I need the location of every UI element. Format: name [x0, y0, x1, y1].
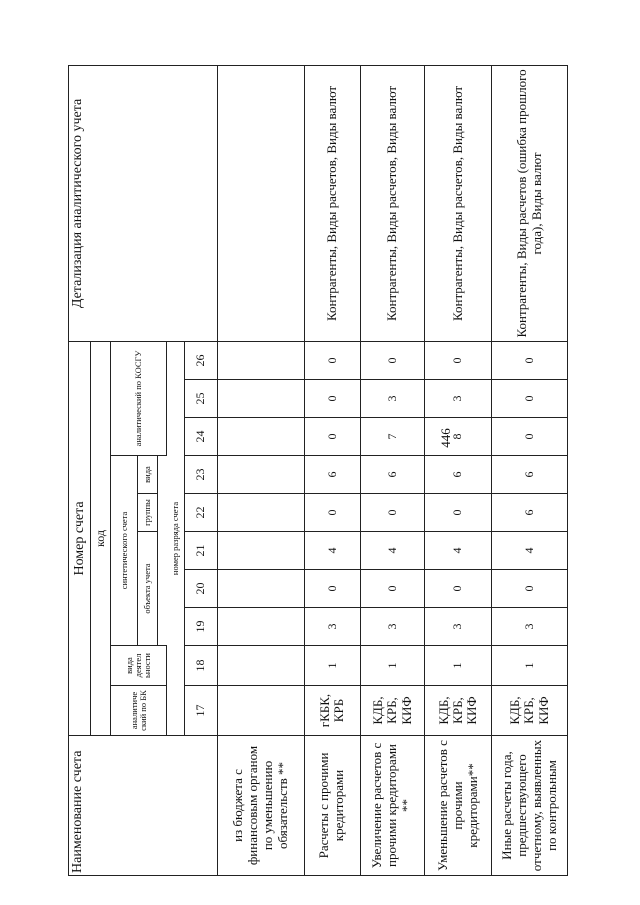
row-d19: 3: [305, 608, 361, 646]
row-d25: 0: [305, 380, 361, 418]
row-d20: 0: [425, 570, 492, 608]
digit-17: 17: [184, 686, 217, 736]
row-detail: Контрагенты, Виды расчетов, Виды валют: [360, 65, 425, 341]
row-d19: 3: [425, 608, 492, 646]
digit-18: 18: [184, 646, 217, 686]
row-d23: [218, 456, 305, 494]
row-name: Увеличение расчетов с прочими кредиторами **: [360, 736, 425, 876]
analytical-bk-header: аналитиче ский по БК: [111, 686, 167, 736]
row-name: Расчеты с прочими кредиторами: [305, 736, 361, 876]
digit-21: 21: [184, 532, 217, 570]
row-name: Уменьшение расчетов с прочими кредиторами**: [425, 736, 492, 876]
table-row: [425, 65, 492, 875]
activity-type-header: вида деятел ьности: [111, 646, 167, 686]
row-d26: 0: [425, 341, 492, 379]
row-d24: 0: [492, 418, 568, 456]
row-d18: [218, 646, 305, 686]
synthetic-header: синтетического счета: [111, 456, 138, 646]
detail-column-header: Детализация аналитического учета: [69, 65, 218, 341]
number-column-header: Номер счета: [69, 341, 91, 735]
row-d25: [218, 380, 305, 418]
row-d21: [218, 532, 305, 570]
row-kbk: КДБ, КРБ, КИФ: [425, 686, 492, 736]
code-header: код: [91, 341, 111, 735]
digit-24: 24: [184, 418, 217, 456]
account-table: [68, 65, 568, 876]
digit-number-header: номер разряда счета: [166, 341, 184, 735]
row-d21: 4: [305, 532, 361, 570]
row-d19: [218, 608, 305, 646]
row-d25: 0: [492, 380, 568, 418]
row-detail: Контрагенты, Виды расчетов (ошибка прошлого года), Виды валют: [492, 65, 568, 341]
row-d20: 0: [305, 570, 361, 608]
row-d23: 6: [492, 456, 568, 494]
row-d22: 0: [360, 494, 425, 532]
row-name: из бюджета с финансовым органом по уменьшению обязательств **: [218, 736, 305, 876]
row-detail: Контрагенты, Виды расчетов, Виды валют: [425, 65, 492, 341]
row-d20: 0: [492, 570, 568, 608]
row-kbk: [218, 686, 305, 736]
row-d26: [218, 341, 305, 379]
row-d22: [218, 494, 305, 532]
row-d18: 1: [360, 646, 425, 686]
row-d26: 0: [305, 341, 361, 379]
row-d24: 8: [425, 418, 492, 456]
kosgu-header: аналитический по КОСГУ: [111, 341, 167, 455]
row-d25: 3: [425, 380, 492, 418]
row-detail: Контрагенты, Виды расчетов, Виды валют: [305, 65, 361, 341]
digit-19: 19: [184, 608, 217, 646]
table-row: [305, 65, 361, 875]
row-d20: [218, 570, 305, 608]
row-d24: 7: [360, 418, 425, 456]
digit-22: 22: [184, 494, 217, 532]
digit-23: 23: [184, 456, 217, 494]
row-d23: 6: [360, 456, 425, 494]
row-d24: [218, 418, 305, 456]
row-d22: 0: [305, 494, 361, 532]
page-number: 446: [438, 428, 453, 448]
row-d20: 0: [360, 570, 425, 608]
row-d18: 1: [425, 646, 492, 686]
table-row: [492, 65, 568, 875]
row-detail: [218, 65, 305, 341]
row-d23: 6: [425, 456, 492, 494]
row-d19: 3: [492, 608, 568, 646]
object-header: объекта учета: [138, 532, 158, 646]
table-row: [360, 65, 425, 875]
row-d21: 4: [360, 532, 425, 570]
row-d25: 3: [360, 380, 425, 418]
digit-20: 20: [184, 570, 217, 608]
row-name: Иные расчеты года, предшествующего отчетному, выявленных по контрольным: [492, 736, 568, 876]
row-d18: 1: [305, 646, 361, 686]
row-d24: 0: [305, 418, 361, 456]
group-header: группы: [138, 494, 158, 532]
row-kbk: КДБ, КРБ, КИФ: [360, 686, 425, 736]
rotated-page: [68, 68, 568, 876]
digit-25: 25: [184, 380, 217, 418]
row-d21: 4: [492, 532, 568, 570]
row-d23: 6: [305, 456, 361, 494]
row-d26: 0: [360, 341, 425, 379]
row-d22: 6: [492, 494, 568, 532]
row-d19: 3: [360, 608, 425, 646]
name-column-header: Наименование счета: [69, 736, 218, 876]
row-d22: 0: [425, 494, 492, 532]
row-d21: 4: [425, 532, 492, 570]
table-row: [218, 65, 305, 875]
row-kbk: КДБ, КРБ, КИФ: [492, 686, 568, 736]
kind-header: вида: [138, 456, 158, 494]
row-d18: 1: [492, 646, 568, 686]
row-kbk: гКБК, КРБ: [305, 686, 361, 736]
row-d26: 0: [492, 341, 568, 379]
digit-26: 26: [184, 341, 217, 379]
